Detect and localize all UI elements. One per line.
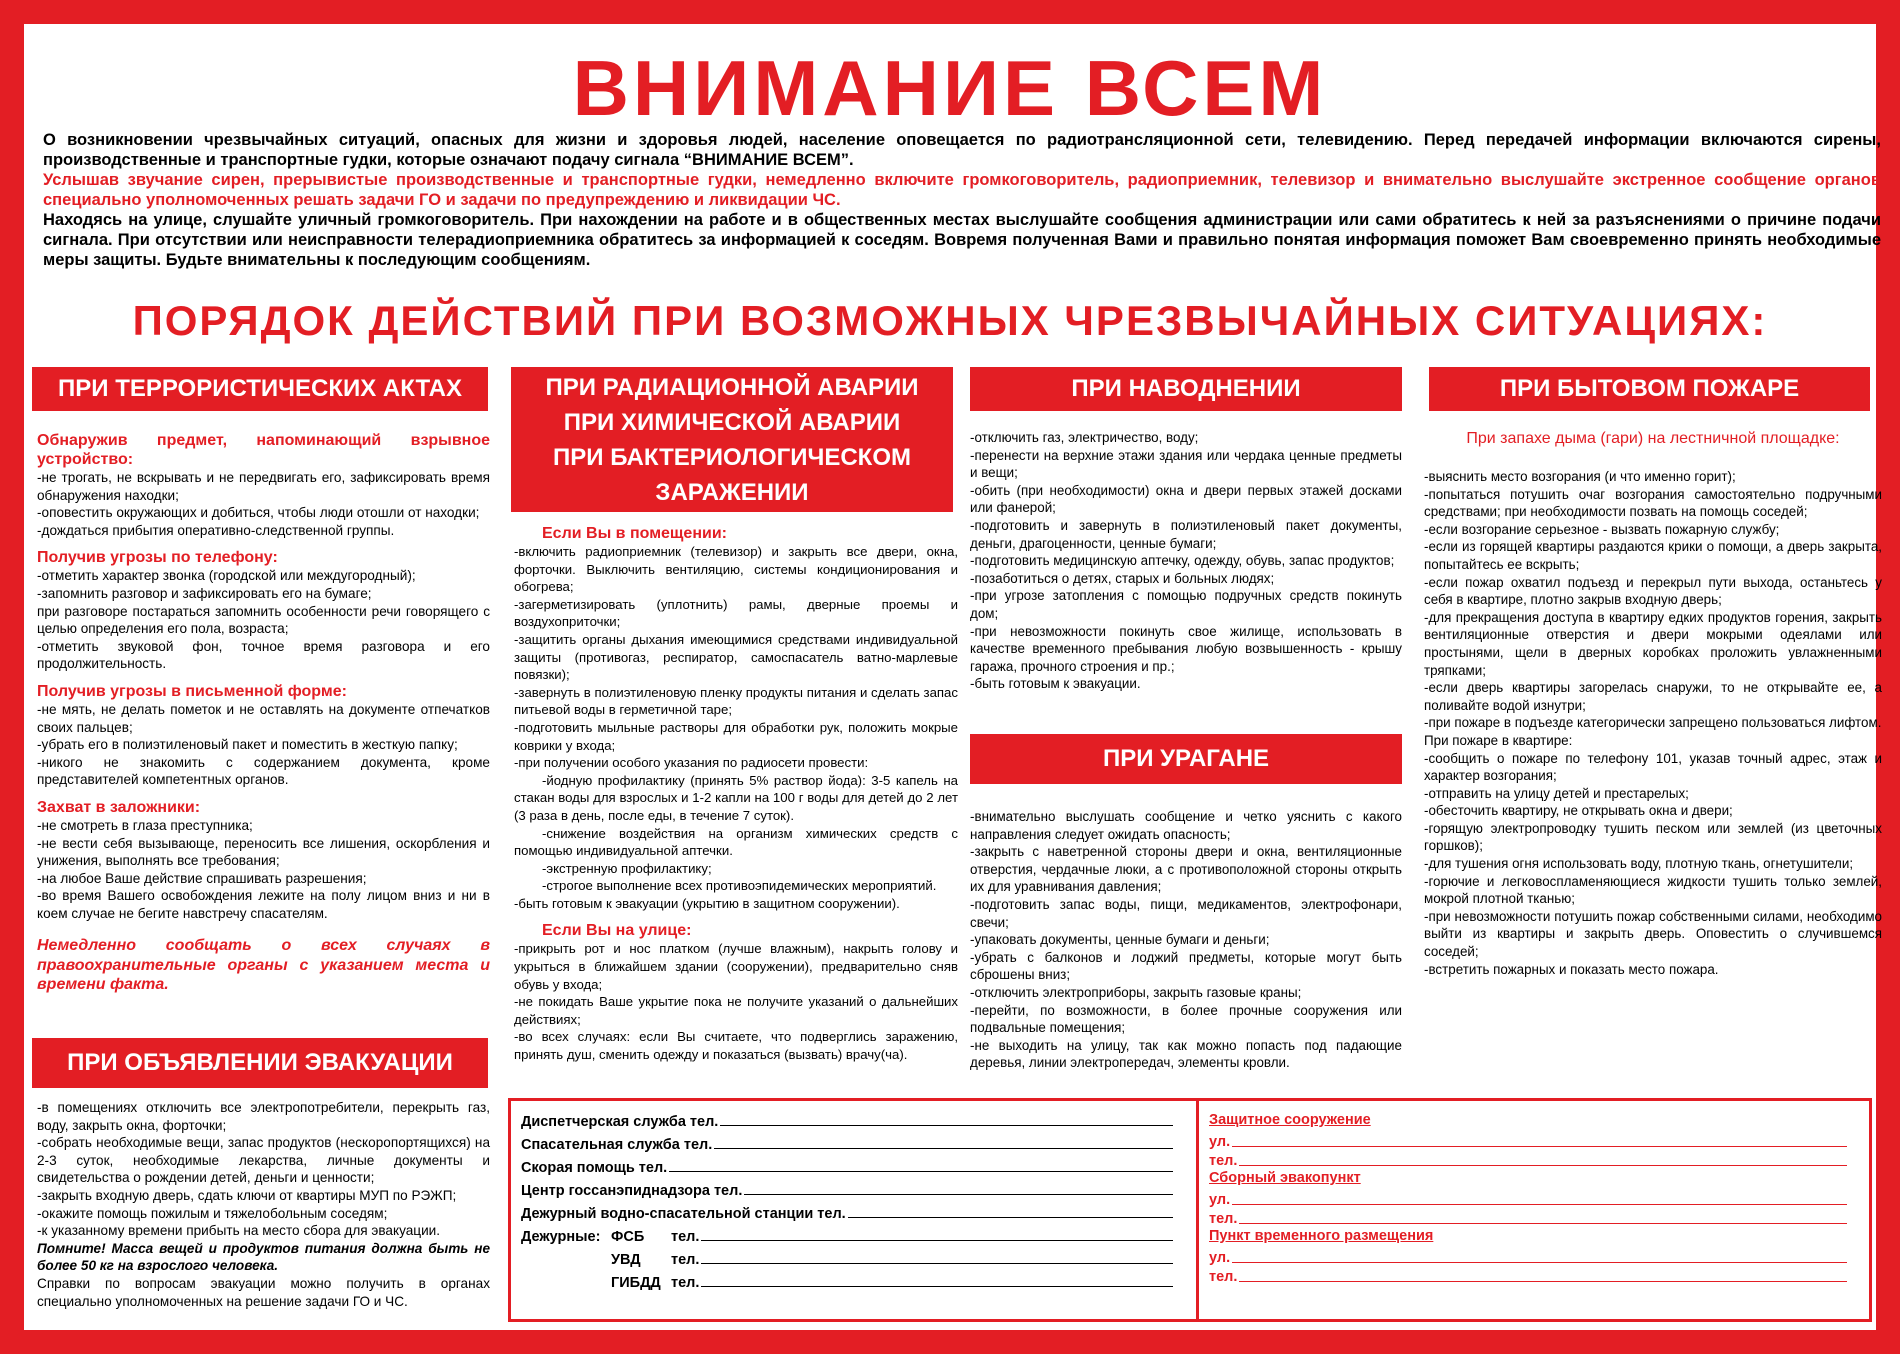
shelter-box (1196, 1098, 1872, 1322)
terror-warning: Немедленно сообщать о всех случаях в правоохранительные органы с указанием места и времени факта. (37, 937, 490, 994)
list-item: -дождаться прибытия оперативно-следственной группы. (37, 522, 395, 538)
phone-field[interactable] (701, 1240, 1173, 1241)
terror-heading-4: Захват в заложники: (37, 798, 201, 816)
phone-field[interactable] (744, 1194, 1173, 1195)
list-item: -выяснить место возгорания (и что именно горит); (1424, 469, 1736, 484)
address-row (1209, 1188, 1847, 1208)
duty-label: Дежурные: (521, 1229, 601, 1245)
header-line: ПРИ РАДИАЦИОННОЙ АВАРИИ (545, 373, 919, 401)
list-item: -горящую электропроводку тушить песком или землей (из цветочных горшков); (1424, 820, 1882, 854)
phone-label: Спасательная служба тел. (521, 1137, 713, 1153)
radiation-indoor-heading: Если Вы в помещении: (542, 525, 727, 542)
list-item: -для тушения огня использовать воду, плотную ткань, огнетушители; (1424, 856, 1854, 872)
list-item: при разговоре постараться запомнить особенности речи говорящего с целью определения его пола, возраста; (37, 603, 490, 637)
phone-label: Дежурный водно-спасательной станции тел. (521, 1206, 846, 1222)
evacuation-note: Справки по вопросам эвакуации можно получить в органах специально уполномоченных на решение задачи ГО и ЧС. (37, 1275, 490, 1309)
phone-field[interactable] (720, 1125, 1173, 1126)
phone-row-fsb (521, 1222, 1173, 1245)
list-item: -никого не знакомить с содержанием документа, кроме представителей компетентных органов. (37, 754, 490, 788)
flood-section (970, 429, 1402, 693)
list-item: -упаковать документы, ценные бумаги и деньги; (970, 932, 1270, 948)
radiation-section (514, 524, 958, 1064)
header-terror: ПРИ ТЕРРОРИСТИЧЕСКИХ АКТАХ (32, 367, 488, 411)
phone-field[interactable] (1239, 1223, 1847, 1224)
list-item: -обить (при необходимости) окна и двери первых этажей досками или фанерой; (970, 482, 1402, 516)
phone-label: тел. (1209, 1153, 1238, 1169)
address-field[interactable] (1232, 1262, 1847, 1263)
terror-section (37, 431, 490, 995)
list-item: -при невозможности потушить пожар собственными силами, необходимо выйти из квартиры и закрыть дверь. Оповестить о случившемся соседей; (1424, 908, 1882, 960)
list-item: -если из горящей квартиры раздаются крики о помощи, а дверь закрыта, попытайтесь ее вскрыть; (1424, 539, 1882, 572)
phone-label: Скорая помощь тел. (521, 1160, 668, 1176)
list-item: -не трогать, не вскрывать и не передвигать его, зафиксировать время обнаружения находки; (37, 470, 490, 503)
intro-paragraph-3: Находясь на улице, слушайте уличный громкоговоритель. При нахождении на работе и в общественных местах выслушайте сообщения администрации или сами обратитесь к ней за разъяснениями о причине подачи сигнала. При отсутствии или неисправности телерадиоприемника обратитесь за информацией к соседям. Вовремя полученная Вами и правильно понятая информация поможет Вам своевременно принять необходимые меры защиты. Будьте внимательны к последующим сообщениям. (43, 211, 1881, 269)
header-radiation (511, 367, 953, 512)
header-fire: ПРИ БЫТОВОМ ПОЖАРЕ (1429, 367, 1870, 411)
list-item: -не мять, не делать пометок и не оставлять на документе отпечатков своих пальцев; (37, 701, 490, 735)
list-item: -строгое выполнение всех противоэпидемических мероприятий. (542, 878, 937, 894)
list-item: -отключить газ, электричество, воду; (970, 430, 1199, 445)
phone-row (1209, 1150, 1847, 1170)
list-item: -быть готовым к эвакуации. (970, 676, 1141, 692)
phone-field[interactable] (701, 1263, 1173, 1264)
evacuation-section (37, 1099, 490, 1310)
phone-row-ambulance (521, 1153, 1173, 1176)
contacts-box (508, 1098, 1205, 1322)
list-item: -отключить электроприборы, закрыть газовые краны; (970, 984, 1302, 1000)
list-item: -быть готовым к эвакуации (укрытию в защитном сооружении). (514, 895, 900, 911)
header-evacuation: ПРИ ОБЪЯВЛЕНИИ ЭВАКУАЦИИ (32, 1038, 488, 1088)
list-item: -защитить органы дыхания имеющимися средствами индивидуальной защиты (противогаз, респиратор, самоспасатель ватно-марлевые повязки); (514, 631, 958, 683)
list-item: -если дверь квартиры загорелась снаружи, то не открывайте ее, а поливайте водой изнутри; (1424, 680, 1882, 713)
list-item: -позаботиться о детях, старых и больных людях; (970, 570, 1275, 586)
address-row (1209, 1246, 1847, 1266)
list-item: -не вести себя вызывающе, переносить все лишения, оскорбления и унижения, выполнять все требования; (37, 835, 490, 869)
phone-row (1209, 1266, 1847, 1286)
section-subtitle: ПОРЯДОК ДЕЙСТВИЙ ПРИ ВОЗМОЖНЫХ ЧРЕЗВЫЧАЙНЫХ СИТУАЦИЯХ: (132, 297, 1768, 344)
phone-field[interactable] (1239, 1281, 1847, 1282)
list-item: -при получении особого указания по радиосети провести: (514, 755, 869, 771)
list-item: -не смотреть в глаза преступника; (37, 817, 253, 833)
street-label: ул. (1209, 1249, 1231, 1266)
list-item: -запомнить разговор и зафиксировать его на бумаге; (37, 585, 372, 601)
phone-field[interactable] (1239, 1165, 1847, 1166)
list-item: -горючие и легковоспламеняющиеся жидкости тушить только землей, мокрой плотной тканью; (1424, 873, 1882, 907)
agency-label: ФСБ (611, 1229, 645, 1245)
address-row (1209, 1130, 1847, 1150)
list-item: -снижение воздействия на организм химических средств с помощью индивидуальной аптечки. (514, 825, 958, 859)
list-item: -убрать его в полиэтиленовый пакет и поместить в жесткую папку; (37, 737, 458, 753)
street-label: ул. (1209, 1191, 1231, 1208)
phone-row-sanepid (521, 1176, 1173, 1199)
phone-label: тел. (1209, 1269, 1238, 1285)
address-field[interactable] (1232, 1146, 1847, 1147)
list-item: -на любое Ваше действие спрашивать разрешения; (37, 870, 367, 886)
intro-paragraph-1: О возникновении чрезвычайных ситуаций, опасных для жизни и здоровья людей, население оповещается по радиотрансляционной сети, телевидению. Перед передачей информации включаются сирены, производственные и транспортные гудки, которые означают подачу сигнала “ВНИМАНИЕ ВСЕМ”. (43, 131, 1881, 169)
list-item: -при пожаре в подъезде категорически запрещено пользоваться лифтом. (1424, 715, 1882, 731)
phone-label: тел. (1209, 1211, 1238, 1227)
street-label: ул. (1209, 1133, 1231, 1150)
evacuation-reminder: Помните! Масса вещей и продуктов питания должна быть не более 50 кг на взрослого человека. (37, 1240, 490, 1274)
phone-label: Диспетчерская служба тел. (521, 1114, 719, 1130)
temporary-housing-heading: Пункт временного размещения (1209, 1228, 1434, 1244)
list-item: -при невозможности покинуть свое жилище, использовать в качестве временного пребывания любую возвышенность - крышу гаража, прочного строения и пр.; (970, 623, 1402, 674)
terror-heading-2: Получив угрозы по телефону: (37, 549, 278, 567)
header-line: ЗАРАЖЕНИИ (655, 478, 809, 506)
list-item: -прикрыть рот и нос платком (лучше влажным), накрыть голову и укрыться в ближайшем здании (сооружении), предварительно сняв обувь у входа; (514, 941, 958, 992)
fire-section (1424, 429, 1882, 978)
terror-heading-3: Получив угрозы в письменной форме: (37, 682, 347, 700)
list-item: -собрать необходимые вещи, запас продуктов (нескоропортящихся) на 2-3 суток, необходимые лекарства, личные документы и свидетельства о рождении детей, деньги и ценности; (37, 1135, 490, 1186)
radiation-outdoor-heading: Если Вы на улице: (542, 922, 692, 940)
list-item: -во всех случаях: если Вы считаете, что подверглись заражению, принять душ, сменить одежду и показаться (вызвать) врачу(ча). (514, 1029, 958, 1063)
list-item: -если возгорание серьезное - вызвать пожарную службу; (1424, 521, 1780, 537)
phone-field[interactable] (848, 1217, 1173, 1218)
header-line: ПРИ ХИМИЧЕСКОЙ АВАРИИ (563, 408, 901, 436)
list-item: -подготовить медицинскую аптечку, одежду, обувь, запас продуктов; (970, 553, 1395, 569)
list-item: -подготовить и завернуть в полиэтиленовый пакет документы, деньги, драгоценности, ценные бумаги; (970, 517, 1402, 551)
list-item: -перенести на верхние этажи здания или чердака ценные предметы и вещи; (970, 447, 1402, 481)
list-item: -подготовить запас воды, пищи, медикаментов, электрофонари, свечи; (970, 896, 1402, 930)
shelter-form (1209, 1111, 1847, 1285)
list-item: -встретить пожарных и показать место пожара. (1424, 961, 1719, 977)
list-item: -внимательно выслушать сообщение и четко уяснить с какого направления следует ожидать опасность; (970, 809, 1402, 842)
address-field[interactable] (1232, 1204, 1847, 1205)
list-item: -в помещениях отключить все электропотребители, перекрыть газ, воду, закрыть окна, форточки; (37, 1100, 490, 1133)
phone-field[interactable] (701, 1286, 1173, 1287)
list-item: -оповестить окружающих и добиться, чтобы люди отошли от находки; (37, 505, 480, 521)
list-item: -йодную профилактику (принять 5% раствор йода): 3-5 капель на стакан воды для взрослых и 1-2 капли на 100 г воды для детей до 2 лет (3 раза в день, после еды, в течение 7 суток). (514, 772, 958, 823)
phone-label: тел. (671, 1275, 700, 1291)
poster-body (24, 24, 1882, 1330)
list-item: -к указанному времени прибыть на место сбора для эвакуации. (37, 1223, 441, 1239)
phone-field[interactable] (669, 1171, 1173, 1172)
list-item: -закрыть входную дверь, сдать ключи от квартиры МУП по РЭЖП; (37, 1187, 457, 1203)
terror-heading-1: Обнаружив предмет, напоминающий взрывное устройство: (37, 432, 490, 468)
list-item: -обесточить квартиру, не открывать окна и двери; (1424, 803, 1733, 819)
hurricane-section (970, 808, 1402, 1072)
intro-text (43, 130, 1881, 270)
list-item: -если пожар охватил подъезд и перекрыл пути выхода, останьтесь у себя в квартире, плотно закрыв входную дверь; (1424, 574, 1882, 608)
agency-label: ГИБДД (611, 1275, 661, 1291)
header-flood: ПРИ НАВОДНЕНИИ (970, 367, 1402, 411)
list-item: -сообщить о пожаре по телефону 101, указав точный адрес, этаж и характер возгорания; (1424, 750, 1882, 784)
header-hurricane: ПРИ УРАГАНЕ (970, 734, 1402, 784)
list-item: -при угрозе затопления с помощью подручных средств покинуть дом; (970, 588, 1402, 621)
list-item: -во время Вашего освобождения лежите на полу лицом вниз и ни в коем случае не бегите навстречу спасателям. (37, 888, 490, 921)
phone-row-dispatch (521, 1107, 1173, 1130)
list-item: -отметить звуковой фон, точное время разговора и его продолжительность. (37, 638, 490, 672)
phone-field[interactable] (714, 1148, 1173, 1149)
poster-title: ВНИМАНИЕ ВСЕМ (572, 44, 1328, 132)
list-item: -отметить характер звонка (городской или междугородный); (37, 568, 416, 584)
phone-label: Центр госсанэпиднадзора тел. (521, 1183, 743, 1199)
fire-smoke-heading: При запахе дыма (гари) на лестничной площадке: (1466, 430, 1840, 447)
list-item: -для прекращения доступа в квартиру едких продуктов горения, закрыть вентиляционные отверстия и двери мокрыми одеялами или простынями, щели в дверных коробках проложить увлажненными тряпками; (1424, 609, 1882, 678)
shelter-heading: Защитное сооружение (1209, 1112, 1371, 1128)
list-item: -включить радиоприемник (телевизор) и закрыть все двери, окна, форточки. Выключить вентиляцию, системы кондиционирования и обогрева; (514, 544, 958, 595)
list-item: -перейти, по возможности, в более прочные сооружения или подвальные помещения; (970, 1002, 1402, 1036)
list-item: -убрать с балконов и лоджий предметы, которые могут быть сброшены вниз; (970, 949, 1402, 983)
assembly-point-heading: Сборный эвакопункт (1209, 1170, 1361, 1186)
fire-apartment-heading: При пожаре в квартире: (1424, 732, 1573, 748)
list-item: -попытаться потушить очаг возгорания самостоятельно подручными средствами; при необходимости позвать на помощь соседей; (1424, 486, 1882, 520)
phone-row (1209, 1208, 1847, 1228)
phone-row-rescue (521, 1130, 1173, 1153)
phone-row-gibdd (521, 1268, 1173, 1291)
contacts-form (521, 1107, 1173, 1291)
phone-label: тел. (671, 1252, 700, 1268)
list-item: -экстренную профилактику; (542, 860, 712, 876)
list-item: -отправить на улицу детей и престарелых; (1424, 785, 1689, 801)
agency-label: УВД (611, 1252, 641, 1268)
list-item: -не выходить на улицу, так как можно попасть под падающие деревья, линии электропередач, элементы кровли. (970, 1037, 1402, 1071)
list-item: -не покидать Ваше укрытие пока не получите указаний о дальнейших действиях; (514, 994, 958, 1027)
phone-label: тел. (671, 1229, 700, 1245)
list-item: -подготовить мыльные растворы для обработки рук, положить мокрые коврики у входа; (514, 719, 958, 753)
list-item: -загерметизировать (уплотнить) рамы, дверные проемы и воздухоприточки; (514, 596, 958, 630)
list-item: -закрыть с наветренной стороны двери и окна, вентиляционные отверстия, чердачные люки, а с противоположной стороны открыть их для уравнивания давления; (970, 844, 1402, 895)
header-line: ПРИ БАКТЕРИОЛОГИЧЕСКОМ (553, 443, 911, 471)
intro-paragraph-2: Услышав звучание сирен, прерывистые производственные и транспортные гудки, немедленно включите громкоговоритель, радиоприемник, телевизор и внимательно выслушайте экстренное сообщение органов специально уполномоченных решать задачи ГО и задачи по предупреждению и ликвидации ЧС. (43, 171, 1881, 209)
list-item: -окажите помощь пожилым и тяжелобольным соседям; (37, 1205, 388, 1221)
phone-row-uvd (521, 1245, 1173, 1268)
list-item: -завернуть в полиэтиленовую пленку продукты питания и сделать запас питьевой воды в герметичной таре; (514, 684, 958, 718)
phone-row-water-rescue (521, 1199, 1173, 1222)
